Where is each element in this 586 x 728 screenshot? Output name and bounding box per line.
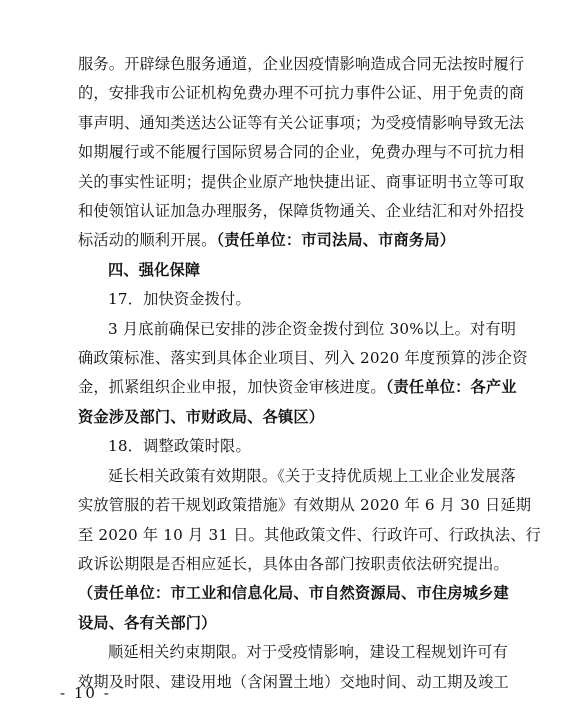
paragraph-line: 3 月底前确保已安排的涉企资金拨付到位 30%以上。对有明 (108, 319, 517, 338)
paragraph-line: 至 2020 年 10 月 31 日。其他政策文件、行政许可、行政执法、行 (78, 525, 541, 544)
paragraph-line: 效期及时限、建设用地（含闲置土地）交地时间、动工期及竣工 (78, 672, 509, 691)
item-heading: 18．调整政策时限。 (108, 437, 251, 456)
responsible-units: （责任单位：市工业和信息化局、市自然资源局、市住房城乡建 (78, 584, 509, 603)
item-heading: 17．加快资金拨付。 (108, 290, 251, 309)
responsible-units: （责任单位：市司法局、市商务局） (216, 231, 456, 250)
section-heading: 四、强化保障 (108, 260, 201, 279)
paragraph-text: 标活动的顺利开展。 (78, 231, 217, 250)
paragraph-line: 延长相关政策有效期限。《关于支持优质规上工业企业发展落 (108, 466, 516, 485)
paragraph-line (78, 373, 518, 402)
paragraph-line: 如期履行或不能履行国际贸易合同的企业，免费办理与不可抗力相 (78, 143, 525, 162)
paragraph-text: 金，抓紧组织企业申报，加快资金审核进度。 (78, 378, 386, 397)
responsible-units: 资金涉及部门、市财政局、各镇区） (78, 407, 325, 426)
document-body (78, 50, 541, 697)
paragraph-line: 和使领馆认证加急办理服务，保障货物通关、企业结汇和对外招投 (78, 202, 525, 221)
paragraph-line: 实放管服的若干规划政策措施》有效期从 2020 年 6 月 30 日延期 (78, 496, 532, 515)
responsible-units: 设局、各有关部门） (78, 613, 217, 632)
paragraph-line: 关的事实性证明；提供企业原产地快捷出证、商事证明书立等可取 (78, 172, 525, 191)
paragraph-line: 确政策标准、落实到具体企业项目、列入 2020 年度预算的涉企资 (78, 349, 528, 368)
responsible-units: （责任单位：各产业 (385, 378, 517, 397)
paragraph-line: 政诉讼期限是否相应延长，具体由各部门按职责依法研究提出。 (78, 554, 509, 573)
paragraph-line: 的，安排我市公证机构免费办理不可抗力事件公证、用于免责的商 (78, 84, 525, 103)
paragraph-line: 顺延相关约束期限。对于受疫情影响，建设工程规划许可有 (108, 643, 509, 662)
paragraph-line: 事声明、通知类送达公证等有关公证事项；为受疫情影响导致无法 (78, 113, 525, 132)
paragraph-line: 服务。开辟绿色服务通道，企业因疫情影响造成合同无法按时履行 (78, 55, 525, 73)
page-number: - 10 - (60, 684, 111, 702)
paragraph-line (78, 226, 518, 255)
